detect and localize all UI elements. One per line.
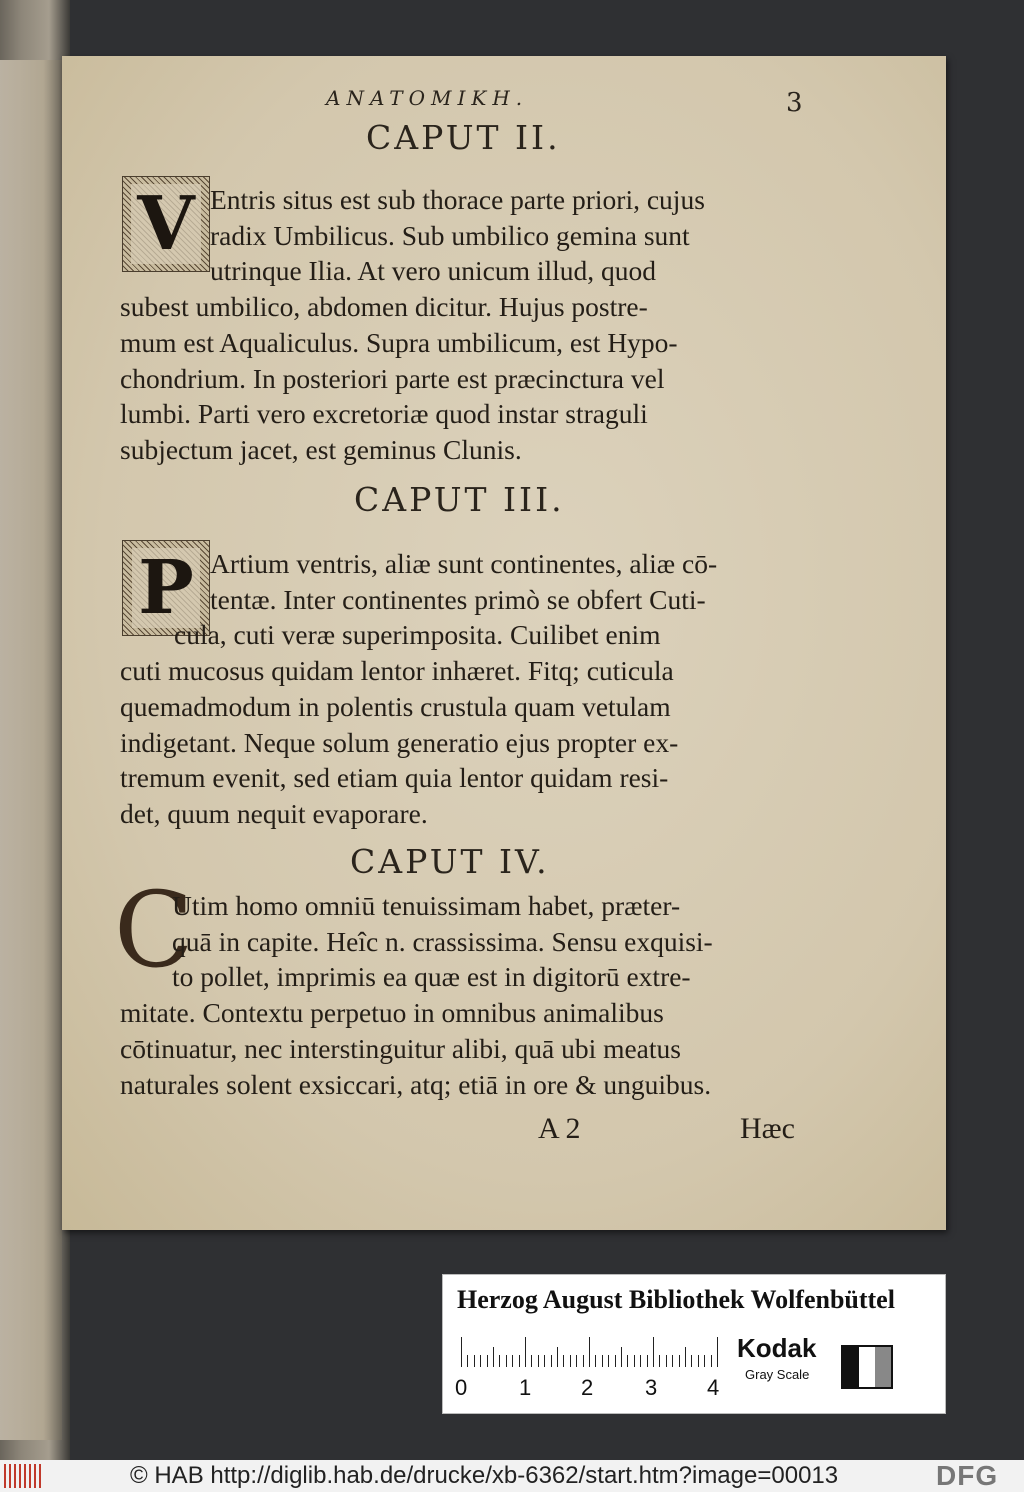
section-text xyxy=(120,546,820,832)
text-line: tentæ. Inter continentes primò se obfert Cuti- xyxy=(210,583,706,615)
ruler-tick xyxy=(711,1355,712,1367)
gray-scale-swatch xyxy=(841,1345,893,1389)
ruler-tick xyxy=(602,1355,603,1367)
footer-bar xyxy=(0,1460,1024,1492)
measurement-ruler xyxy=(461,1337,717,1367)
ruler-tick xyxy=(461,1337,462,1367)
ruler-tick xyxy=(627,1355,628,1367)
ruler-tick xyxy=(679,1355,680,1367)
text-line: Artium ventris, aliæ sunt continentes, aliæ cō- xyxy=(210,548,718,579)
gray-scale-label: Gray Scale xyxy=(745,1367,810,1382)
ruler-tick xyxy=(666,1355,667,1367)
ruler-tick xyxy=(615,1355,616,1367)
decorated-initial: P xyxy=(122,540,210,636)
text-line: Entris situs est sub thorace parte priori, cujus xyxy=(210,184,705,215)
ruler-tick xyxy=(634,1355,635,1367)
ruler-tick xyxy=(493,1347,494,1367)
text-line: to pollet, imprimis ea quæ est in digitorū extre- xyxy=(172,961,691,993)
initial-letter: C xyxy=(114,869,194,991)
adjacent-page-edge xyxy=(0,0,70,1460)
section-text xyxy=(120,888,820,1102)
text-line: cuti mucosus quidam lentor inhæret. Fitq; cuticula xyxy=(120,655,674,687)
ruler-tick xyxy=(685,1347,686,1367)
ruler-tick xyxy=(531,1355,532,1367)
ruler-tick xyxy=(653,1337,654,1367)
ruler-number: 4 xyxy=(707,1375,720,1400)
ruler-tick xyxy=(525,1337,526,1367)
ruler-tick xyxy=(704,1355,705,1367)
ruler-tick xyxy=(544,1355,545,1367)
copyright-url: © HAB http://diglib.hab.de/drucke/xb-6362/start.htm?image=00013 xyxy=(130,1462,839,1489)
text-line: utrinque Ilia. At vero unicum illud, quod xyxy=(210,255,657,287)
ruler-tick xyxy=(640,1355,641,1367)
text-line: cōtinuatur, nec interstinguitur alibi, quā ubi meatus xyxy=(120,1032,681,1064)
ruler-numbers xyxy=(453,1375,753,1405)
kodak-logo: Kodak xyxy=(737,1333,817,1363)
ruler-tick xyxy=(551,1355,552,1367)
page-number: 3 xyxy=(786,88,803,118)
ruler-tick xyxy=(519,1355,520,1367)
text-line: mitate. Contextu perpetuo in omnibus animalibus xyxy=(120,997,664,1029)
section-heading: CAPUT III. xyxy=(354,480,565,519)
color-target-card xyxy=(442,1274,946,1414)
ruler-tick xyxy=(576,1355,577,1367)
text-line: det, quum nequit evaporare. xyxy=(120,797,428,829)
text-line: Utim homo omniū tenuissimam habet, præter- xyxy=(172,890,681,921)
decorated-initial: V xyxy=(122,176,210,272)
ruler-tick xyxy=(595,1355,596,1367)
signature-mark: A 2 xyxy=(538,1112,581,1145)
dfg-logo: DFG xyxy=(936,1460,999,1491)
section-heading: CAPUT IV. xyxy=(350,842,550,881)
text-line: radix Umbilicus. Sub umbilico gemina sunt xyxy=(210,219,690,251)
section-heading: CAPUT II. xyxy=(366,118,561,157)
ruler-number: 0 xyxy=(455,1375,468,1400)
ruler-tick xyxy=(621,1347,622,1367)
text-line: subjectum jacet, est geminus Clunis. xyxy=(120,433,522,465)
ruler-tick xyxy=(589,1337,590,1367)
ruler-tick xyxy=(474,1355,475,1367)
ruler-tick xyxy=(480,1355,481,1367)
text-line: quā in capite. Heîc n. crassissima. Sensu exquisi- xyxy=(172,925,713,957)
text-line: mum est Aqualiculus. Supra umbilicum, est Hypo- xyxy=(120,326,678,358)
ruler-tick xyxy=(691,1355,692,1367)
running-header: ANATOMIKH. xyxy=(326,86,529,110)
ruler-tick xyxy=(647,1355,648,1367)
ruler-tick xyxy=(570,1355,571,1367)
ruler-tick xyxy=(467,1355,468,1367)
ruler-tick xyxy=(563,1355,564,1367)
ruler-number: 3 xyxy=(645,1375,658,1400)
ruler-number: 1 xyxy=(519,1375,532,1400)
ruler-tick xyxy=(659,1355,660,1367)
catchword: Hæc xyxy=(740,1112,795,1145)
ruler-tick xyxy=(717,1337,718,1367)
ruler-tick xyxy=(512,1355,513,1367)
section-text xyxy=(120,182,820,468)
ruler-tick xyxy=(672,1355,673,1367)
ruler-tick xyxy=(608,1355,609,1367)
library-name: Herzog August Bibliothek Wolfenbüttel xyxy=(457,1285,895,1314)
text-line: naturales solent exsiccari, atq; etiā in ore & unguibus. xyxy=(120,1068,712,1100)
ruler-tick xyxy=(538,1355,539,1367)
ruler-tick xyxy=(698,1355,699,1367)
text-line: subest umbilico, abdomen dicitur. Hujus postre- xyxy=(120,291,648,323)
ruler-tick xyxy=(499,1355,500,1367)
text-line: quemadmodum in polentis crustula quam vetulam xyxy=(120,690,671,722)
text-line: indigetant. Neque solum generatio ejus propter ex- xyxy=(120,726,679,758)
hab-logo-icon xyxy=(4,1464,42,1488)
ruler-number: 2 xyxy=(581,1375,594,1400)
ruler-tick xyxy=(487,1355,488,1367)
text-line: chondrium. In posteriori parte est præcinctura vel xyxy=(120,362,665,394)
text-line: tremum evenit, sed etiam quia lentor quidam resi- xyxy=(120,762,669,794)
text-line: cula, cuti veræ superimposita. Cuilibet enim xyxy=(174,619,661,651)
text-line: lumbi. Parti vero excretoriæ quod instar straguli xyxy=(120,398,648,430)
ruler-tick xyxy=(583,1355,584,1367)
ruler-tick xyxy=(557,1347,558,1367)
ruler-tick xyxy=(506,1355,507,1367)
